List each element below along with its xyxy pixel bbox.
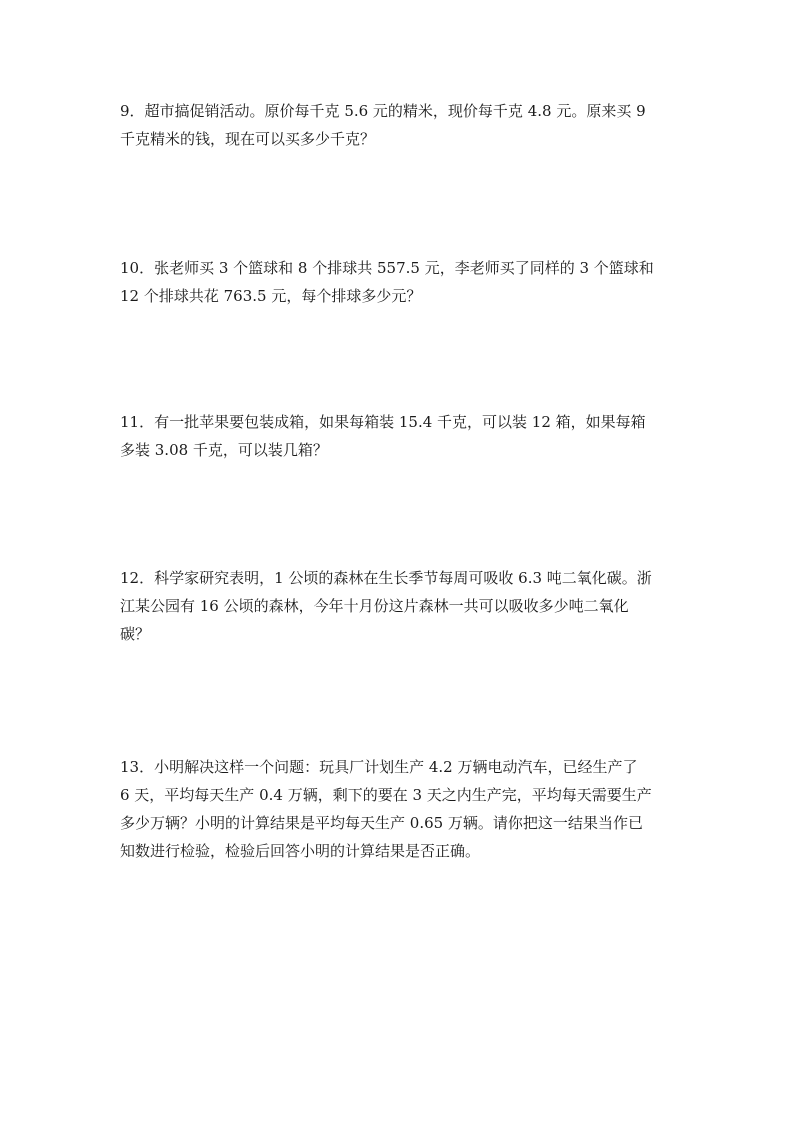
question-11-line-1: 11．有一批苹果要包装成箱，如果每箱装 15.4 千克，可以装 12 箱，如果每箱 <box>120 413 646 431</box>
question-9-line-1: 9．超市搞促销活动。原价每千克 5.6 元的精米，现价每千克 4.8 元。原来买 9 <box>120 102 646 120</box>
question-13-line-1: 13．小明解决这样一个问题：玩具厂计划生产 4.2 万辆电动汽车，已经生产了 <box>120 758 638 776</box>
question-11-line-2: 多装 3.08 千克，可以装几箱？ <box>120 441 328 459</box>
question-9-line-2: 千克精米的钱，现在可以买多少千克？ <box>120 130 376 148</box>
question-10 <box>120 254 675 310</box>
question-12 <box>120 564 675 648</box>
question-13-line-4: 知数进行检验，检验后回答小明的计算结果是否正确。 <box>120 842 481 860</box>
question-13-line-3: 多少万辆？小明的计算结果是平均每天生产 0.65 万辆。请你把这一结果当作已 <box>120 814 643 832</box>
question-12-line-1: 12．科学家研究表明，1 公顷的森林在生长季节每周可吸收 6.3 吨二氧化碳。浙 <box>120 569 652 587</box>
question-11 <box>120 408 675 464</box>
question-13-line-2: 6 天，平均每天生产 0.4 万辆，剩下的要在 3 天之内生产完，平均每天需要生产 <box>120 786 652 804</box>
question-12-line-3: 碳？ <box>120 625 151 643</box>
question-10-line-1: 10．张老师买 3 个篮球和 8 个排球共 557.5 元，李老师买了同样的 3 个篮球和 <box>120 259 654 277</box>
question-13 <box>120 753 675 865</box>
question-10-line-2: 12 个排球共花 763.5 元，每个排球多少元？ <box>120 287 422 305</box>
question-12-line-2: 江某公园有 16 公顷的森林，今年十月份这片森林一共可以吸收多少吨二氧化 <box>120 597 629 615</box>
question-9 <box>120 97 675 153</box>
